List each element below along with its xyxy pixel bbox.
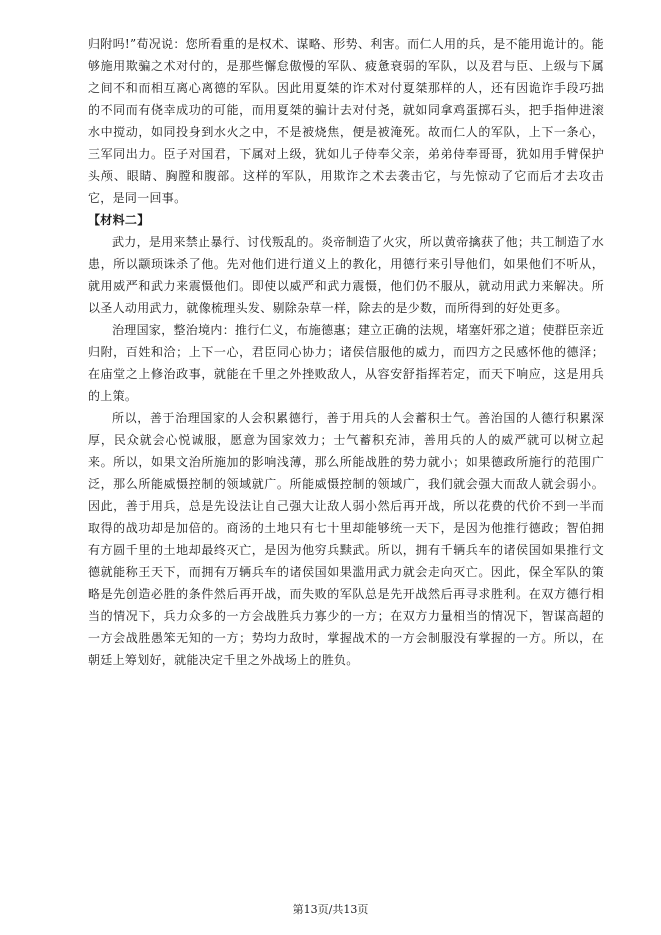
page-number: 第13页/共13页 xyxy=(292,903,369,916)
section-heading-material-two: 【材料二】 xyxy=(88,213,150,227)
paragraph-continuation: 归附吗!”荀况说：您所看重的是权术、谋略、形势、利害。而仁人用的兵，是不能用诡计的。能够施用欺骗之术对付的，是那些懈怠傲慢的军队、疲惫衰弱的军队，以及君与臣、上级与下属之间不和而相互离心离德的军队。因此用夏桀的诈术对付夏桀那样的人，还有因诡诈手段巧拙的不同而有侥幸成功的可能，而用夏桀的骗计去对付尧，就如同拿鸡蛋掷石头，把手指伸进滚水中搅动，如同投身到水火之中，不是被烧焦，便是被淹死。故而仁人的军队，上下一条心，三军同出力。臣子对国君，下属对上级，犹如儿子侍奉父亲，弟弟侍奉哥哥，犹如用手臂保护头颅、眼睛、胸膛和腹部。这样的军队，用欺诈之术去袭击它，与先惊动了它而后才去攻击它，是同一回事。 xyxy=(88,37,604,205)
paragraph-force: 武力，是用来禁止暴行、讨伐叛乱的。炎帝制造了火灾，所以黄帝擒获了他；共工制造了水患，所以颛顼诛杀了他。先对他们进行道义上的教化，用德行来引导他们，如果他们不听从，就用威严和武力来震慑他们。即使以威严和武力震慑，他们仍不服从，就动用武力来解决。所以圣人动用武力，就像梳理头发、剔除杂草一样，除去的是少数，而所得到的好处更多。 xyxy=(88,235,605,315)
document-body xyxy=(88,33,604,671)
paragraph-conclusion: 所以，善于治理国家的人会积累德行，善于用兵的人会蓄积士气。善治国的人德行积累深厚，民众就会心悦诚服，愿意为国家效力；士气蓄积充沛，善用兵的人的威严就可以树立起来。所以，如果文治所施加的影响浅薄，那么所能战胜的势力就小；如果德政所施行的范围广泛，那么所能威慑控制的领域就广。所能威慑控制的领域广，我们就会强大而敌人就会弱小。因此，善于用兵，总是先设法让自己强大让敌人弱小然后再开战，所以花费的代价不到一半而取得的战功却是加倍的。商汤的土地只有七十里却能够统一天下，是因为他推行德政；智伯拥有方圆千里的土地却最终灭亡，是因为他穷兵黩武。所以，拥有千辆兵车的诸侯国如果推行文德就能称王天下，而拥有万辆兵车的诸侯国如果滥用武力就会走向灭亡。因此，保全军队的策略是先创造必胜的条件然后再开战，而失败的军队总是先开战然后再寻求胜利。在双方德行相当的情况下，兵力众多的一方会战胜兵力寡少的一方；在双方力量相当的情况下，智谋高超的一方会战胜愚笨无知的一方；势均力敌时，掌握战术的一方会制服没有掌握的一方。所以，在朝廷上筹划好，就能决定千里之外战场上的胜负。 xyxy=(88,411,604,667)
paragraph-governance: 治理国家，整治境内：推行仁义，布施德惠；建立正确的法规，堵塞奸邪之道；使群臣亲近归附，百姓和洽；上下一心，君臣同心协力；诸侯信服他的威力，而四方之民感怀他的德泽；在庙堂之上修治政事，就能在千里之外挫败敌人，从容安舒指挥若定，而天下响应，这是用兵的上策。 xyxy=(88,323,605,403)
